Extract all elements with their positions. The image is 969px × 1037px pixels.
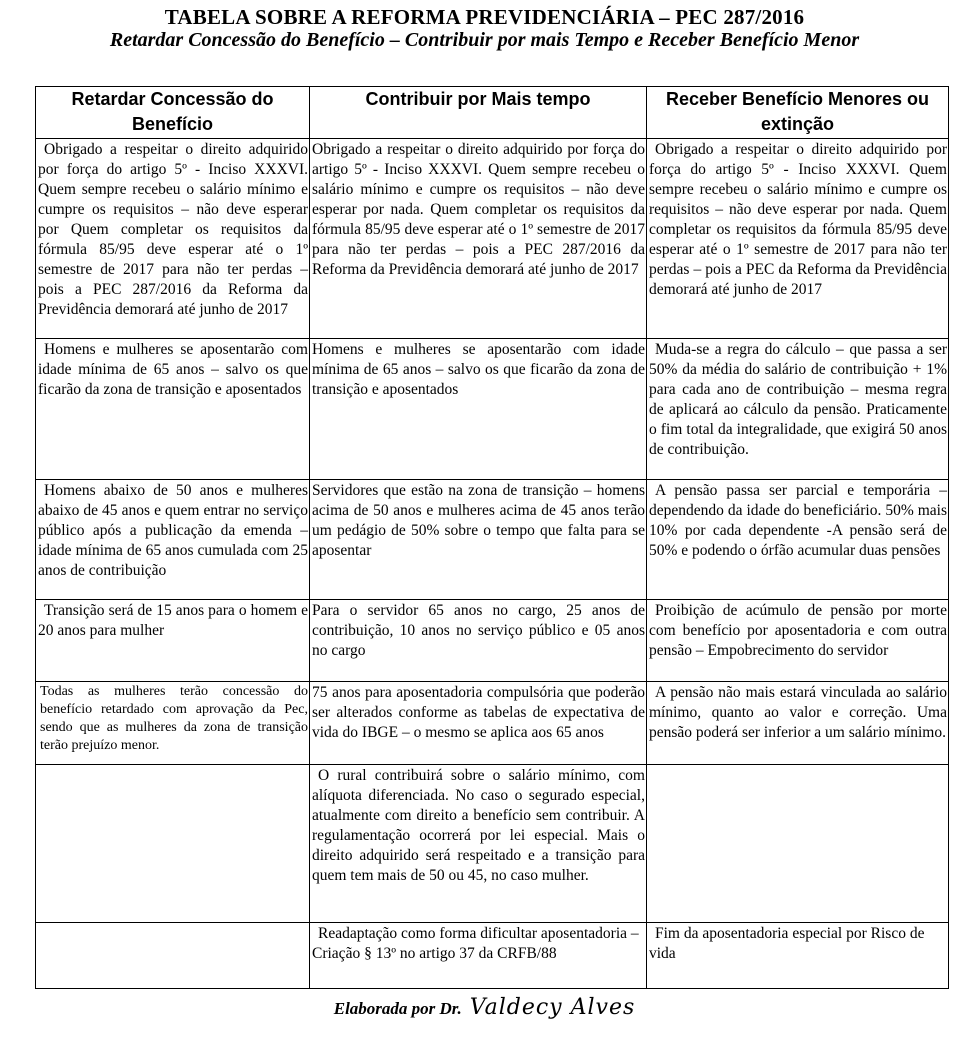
table-cell (36, 139, 310, 339)
cell-text: Para o servidor 65 anos no cargo, 25 anos de contribuição, 10 anos no serviço público e 05 anos no cargo (312, 602, 645, 659)
table-cell (647, 339, 949, 480)
cell-text (36, 765, 309, 766)
table-cell (647, 682, 949, 765)
table-cell (36, 765, 310, 923)
table-row (36, 339, 949, 480)
column-header-receber: Receber Benefício Menores ou extinção (647, 87, 949, 139)
table-cell (310, 339, 647, 480)
column-header-retardar: Retardar Concessão do Benefício (36, 87, 310, 139)
cell-text: Muda-se a regra do cálculo – que passa a ser 50% da média do salário de contribuição + 1% para cada ano de contribuição – mesma regra de aplicará ao cálculo da pensão. Praticamente o fim total da integralidade, que exigirá 50 anos de contribuição. (649, 341, 947, 458)
cell-text: A pensão não mais estará vinculada ao salário mínimo, quanto ao valor e correção. Uma pensão poderá ser inferior a um salário mínimo. (649, 684, 947, 741)
table-cell (647, 923, 949, 989)
table-cell (310, 682, 647, 765)
cell-text: Obrigado a respeitar o direito adquirido por força do artigo 5º - Inciso XXXVI. Quem sempre recebeu o salário mínimo e cumpre os requisitos – não deve esperar por nada. Quem completar os requisitos da fórmula 85/95 deve esperar até o 1º semestre de 2017 para não ter perdas – pois a PEC da Reforma da Previdência demorará até junho de 2017 (649, 141, 947, 298)
table-row (36, 600, 949, 682)
table-cell (36, 480, 310, 600)
cell-text: Todas as mulheres terão concessão do benefício retardado com aprovação da Pec, sendo que as mulheres da zona de transição terão prejuízo menor. (40, 684, 308, 753)
table-row (36, 480, 949, 600)
cell-text: Obrigado a respeitar o direito adquirido por força do artigo 5º - Inciso XXXVI. Quem sempre recebeu o salário mínimo e cumpre os requisitos – não deve esperar por Quem completar os requisitos da fórmula 85/95 deve esperar até o 1º semestre de 2017 para não ter perdas – pois a PEC 287/2016 da Reforma da Previdência demorará até junho de 2017 (38, 141, 308, 318)
table-header-row (36, 87, 949, 139)
cell-text: Proibição de acúmulo de pensão por morte com benefício por aposentadoria e com outra pensão – Empobrecimento do servidor (649, 602, 947, 659)
author-signature: Valdecy Alves (469, 995, 636, 1020)
table-row (36, 923, 949, 989)
table-cell (647, 600, 949, 682)
reform-table (35, 86, 949, 989)
cell-text: Obrigado a respeitar o direito adquirido por força do artigo 5º - Inciso XXXVI. Quem sempre recebeu o salário mínimo e cumpre os requisitos – não deve esperar por nada. Quem completar os requisitos da fórmula 85/95 deve esperar até o 1º semestre de 2017 para não ter perdas – pois a PEC 287/2016 da Reforma da Previdência demorará até junho de 2017 (312, 141, 645, 278)
table-row (36, 765, 949, 923)
cell-text: Homens e mulheres se aposentarão com idade mínima de 65 anos – salvo os que ficarão da zona de transição e aposentados (38, 341, 308, 398)
table-cell (310, 765, 647, 923)
table-row (36, 682, 949, 765)
cell-text: A pensão passa ser parcial e temporária – dependendo da idade do beneficiário. 50% mais 10% por cada dependente -A pensão será de 50% e podendo o órfão acumular duas pensões (649, 482, 947, 559)
cell-text: 75 anos para aposentadoria compulsória que poderão ser alterados conforme as tabelas de expectativa de vida do IBGE – o mesmo se aplica aos 65 anos (312, 684, 645, 741)
cell-text: Homens abaixo de 50 anos e mulheres abaixo de 45 anos e quem entrar no serviço público após a publicação da emenda – idade mínima de 65 anos cumulada com 25 anos de contribuição (38, 482, 308, 579)
document-title: TABELA SOBRE A REFORMA PREVIDENCIÁRIA – PEC 287/2016 (164, 5, 805, 29)
table-cell (310, 480, 647, 600)
cell-text: Fim da aposentadoria especial por Risco de vida (649, 925, 925, 962)
cell-text: Servidores que estão na zona de transição – homens acima de 50 anos e mulheres acima de 45 anos terão um pedágio de 50% sobre o tempo que falta para se aposentar (312, 482, 645, 559)
table-cell (647, 765, 949, 923)
table-cell (310, 923, 647, 989)
document-subtitle: Retardar Concessão do Benefício – Contribuir por mais Tempo e Receber Benefício Menor (109, 29, 860, 51)
credit-label: Elaborada por Dr. (333, 999, 462, 1018)
table-cell (310, 600, 647, 682)
table-row (36, 139, 949, 339)
cell-text: Homens e mulheres se aposentarão com idade mínima de 65 anos – salvo os que ficarão da zona de transição e aposentados (312, 341, 645, 398)
column-header-contribuir: Contribuir por Mais tempo (310, 87, 647, 139)
document-header (0, 6, 969, 51)
table-cell (647, 480, 949, 600)
table-cell (36, 339, 310, 480)
cell-text (36, 923, 309, 924)
cell-text: O rural contribuirá sobre o salário mínimo, com alíquota diferenciada. No caso o segurado especial, atualmente com direito a benefício sem contribuir. A regulamentação ocorrerá por lei especial. Mais o direito adquirido será respeitado e a transição para quem tem mais de 50 ou 45, no caso mulher. (312, 767, 645, 884)
table-cell (647, 139, 949, 339)
table-cell (36, 923, 310, 989)
cell-text: Readaptação como forma dificultar aposentadoria – Criação § 13º no artigo 37 da CRFB/88 (312, 925, 639, 962)
table-cell (310, 139, 647, 339)
author-credit (0, 995, 969, 1020)
table-cell (36, 600, 310, 682)
table-cell (36, 682, 310, 765)
cell-text: Transição será de 15 anos para o homem e 20 anos para mulher (38, 602, 308, 639)
cell-text (647, 765, 948, 766)
